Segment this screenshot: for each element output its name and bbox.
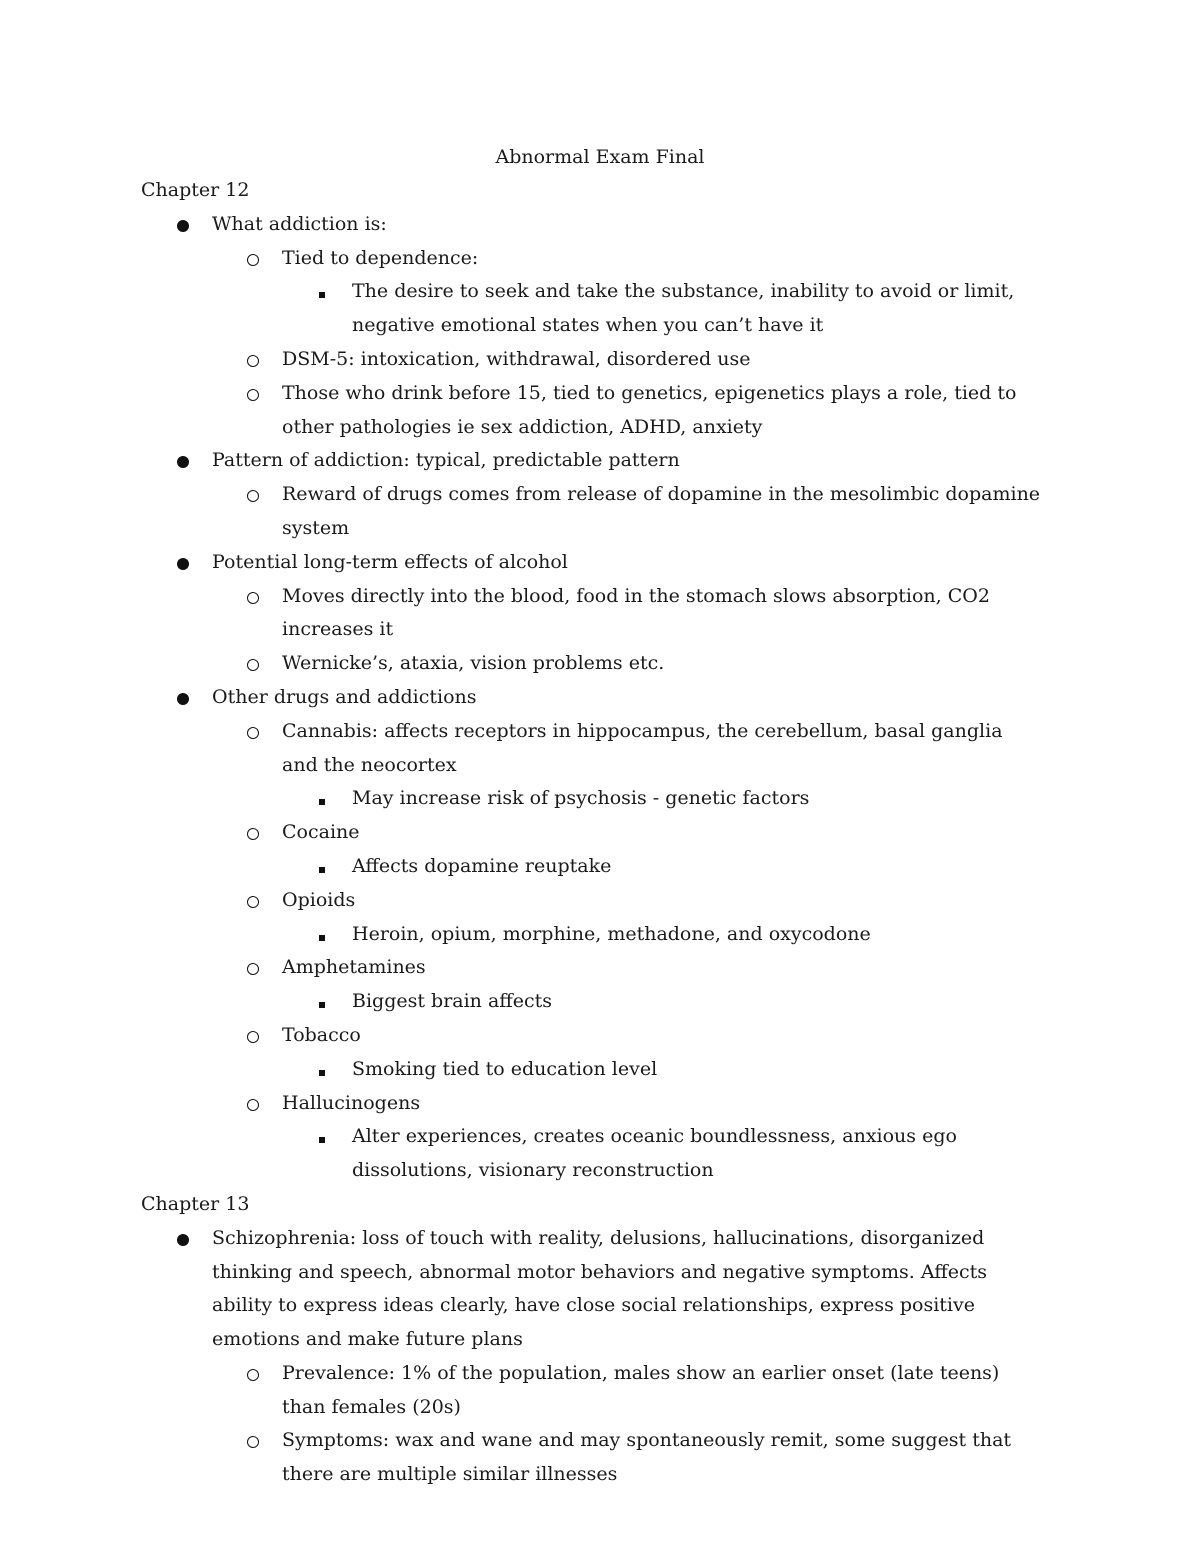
list-item-text: Heroin, opium, morphine, methadone, and oxycodone (352, 922, 871, 945)
circle-bullet-icon (244, 816, 260, 850)
list-item (141, 816, 1041, 850)
list-item (141, 884, 1041, 918)
list-item (141, 580, 1041, 648)
list-item-text: Hallucinogens (282, 1091, 421, 1114)
list-item-text: Opioids (282, 888, 356, 911)
list-item-text: May increase risk of psychosis - genetic factors (352, 787, 810, 810)
disc-bullet-icon (174, 1222, 190, 1256)
list-item-text: Alter experiences, creates oceanic boundlessness, anxious ego dissolutions, visionary reconstruction (352, 1125, 957, 1182)
list-item (141, 681, 1041, 715)
circle-bullet-icon (244, 647, 260, 681)
circle-bullet-icon (244, 951, 260, 985)
circle-bullet-icon (244, 580, 260, 614)
circle-bullet-icon (244, 1087, 260, 1121)
square-bullet-icon (314, 1120, 330, 1154)
list-item (141, 1053, 1041, 1087)
circle-bullet-icon (244, 715, 260, 749)
list-item-text: DSM-5: intoxication, withdrawal, disordered use (282, 347, 751, 370)
square-bullet-icon (314, 850, 330, 884)
circle-bullet-icon (244, 1424, 260, 1458)
list-item (141, 951, 1041, 985)
list-item (141, 546, 1041, 580)
list-item-text: Schizophrenia: loss of touch with reality, delusions, hallucinations, disorganized thinking and speech, abnormal motor behaviors and negative symptoms. Affects ability to express ideas clearly, have close social relationships, express positive emotions and make future plans (212, 1226, 988, 1351)
list-item-text: Symptoms: wax and wane and may spontaneously remit, some suggest that there are multiple similar illnesses (282, 1429, 1012, 1486)
chapter-heading: Chapter 13 (141, 1192, 250, 1215)
list-item (141, 1087, 1041, 1121)
list-item-text: Moves directly into the blood, food in the stomach slows absorption, CO2 increases it (282, 584, 990, 641)
list-item (141, 444, 1041, 478)
bullet-list (141, 208, 1041, 1188)
chapter-heading: Chapter 12 (141, 179, 250, 201)
list-item (141, 715, 1041, 783)
list-item-text: Tobacco (282, 1023, 361, 1046)
list-item (141, 478, 1041, 546)
list-item (141, 242, 1041, 276)
circle-bullet-icon (244, 242, 260, 276)
square-bullet-icon (314, 985, 330, 1019)
square-bullet-icon (314, 275, 330, 309)
list-item-text: Those who drink before 15, tied to genetics, epigenetics plays a role, tied to other pathologies ie sex addiction, ADHD, anxiety (282, 381, 1017, 438)
list-item (141, 850, 1041, 884)
list-item (141, 377, 1041, 445)
list-item-text: The desire to seek and take the substance, inability to avoid or limit, negative emotional states when you can’t have it (352, 280, 1015, 337)
list-item (141, 1357, 1041, 1425)
list-item (141, 343, 1041, 377)
list-item (141, 782, 1041, 816)
list-item-text: What addiction is: (212, 212, 387, 235)
list-item-text: Other drugs and addictions (212, 685, 477, 708)
list-item-text: Wernicke’s, ataxia, vision problems etc. (282, 652, 665, 675)
list-item (141, 275, 1041, 343)
list-item-text: Tied to dependence: (282, 246, 479, 269)
list-item (141, 1222, 1041, 1357)
list-item (141, 647, 1041, 681)
disc-bullet-icon (174, 681, 190, 715)
list-item-text: Smoking tied to education level (352, 1057, 658, 1080)
list-item (141, 1120, 1041, 1188)
document-body (141, 174, 1041, 1492)
circle-bullet-icon (244, 343, 260, 377)
disc-bullet-icon (174, 444, 190, 478)
list-item (141, 918, 1041, 952)
list-item-text: Cocaine (282, 821, 360, 844)
disc-bullet-icon (174, 208, 190, 242)
list-item-text: Biggest brain affects (352, 990, 553, 1013)
square-bullet-icon (314, 782, 330, 816)
circle-bullet-icon (244, 1357, 260, 1391)
list-item (141, 1424, 1041, 1492)
circle-bullet-icon (244, 1019, 260, 1053)
list-item (141, 985, 1041, 1019)
list-item-text: Pattern of addiction: typical, predictable pattern (212, 449, 680, 472)
document-title: Abnormal Exam Final (495, 146, 705, 168)
list-item-text: Amphetamines (282, 956, 426, 979)
circle-bullet-icon (244, 377, 260, 411)
list-item-text: Cannabis: affects receptors in hippocampus, the cerebellum, basal ganglia and the neocortex (282, 719, 1003, 776)
circle-bullet-icon (244, 478, 260, 512)
list-item-text: Prevalence: 1% of the population, males show an earlier onset (late teens) than females (20s) (282, 1361, 1000, 1418)
list-item-text: Affects dopamine reuptake (352, 854, 612, 877)
list-item (141, 208, 1041, 242)
bullet-list (141, 1222, 1041, 1492)
circle-bullet-icon (244, 884, 260, 918)
list-item (141, 1019, 1041, 1053)
list-item-text: Reward of drugs comes from release of dopamine in the mesolimbic dopamine system (282, 483, 1041, 539)
square-bullet-icon (314, 1053, 330, 1087)
list-item-text: Potential long-term effects of alcohol (212, 550, 568, 573)
square-bullet-icon (314, 918, 330, 952)
disc-bullet-icon (174, 546, 190, 580)
